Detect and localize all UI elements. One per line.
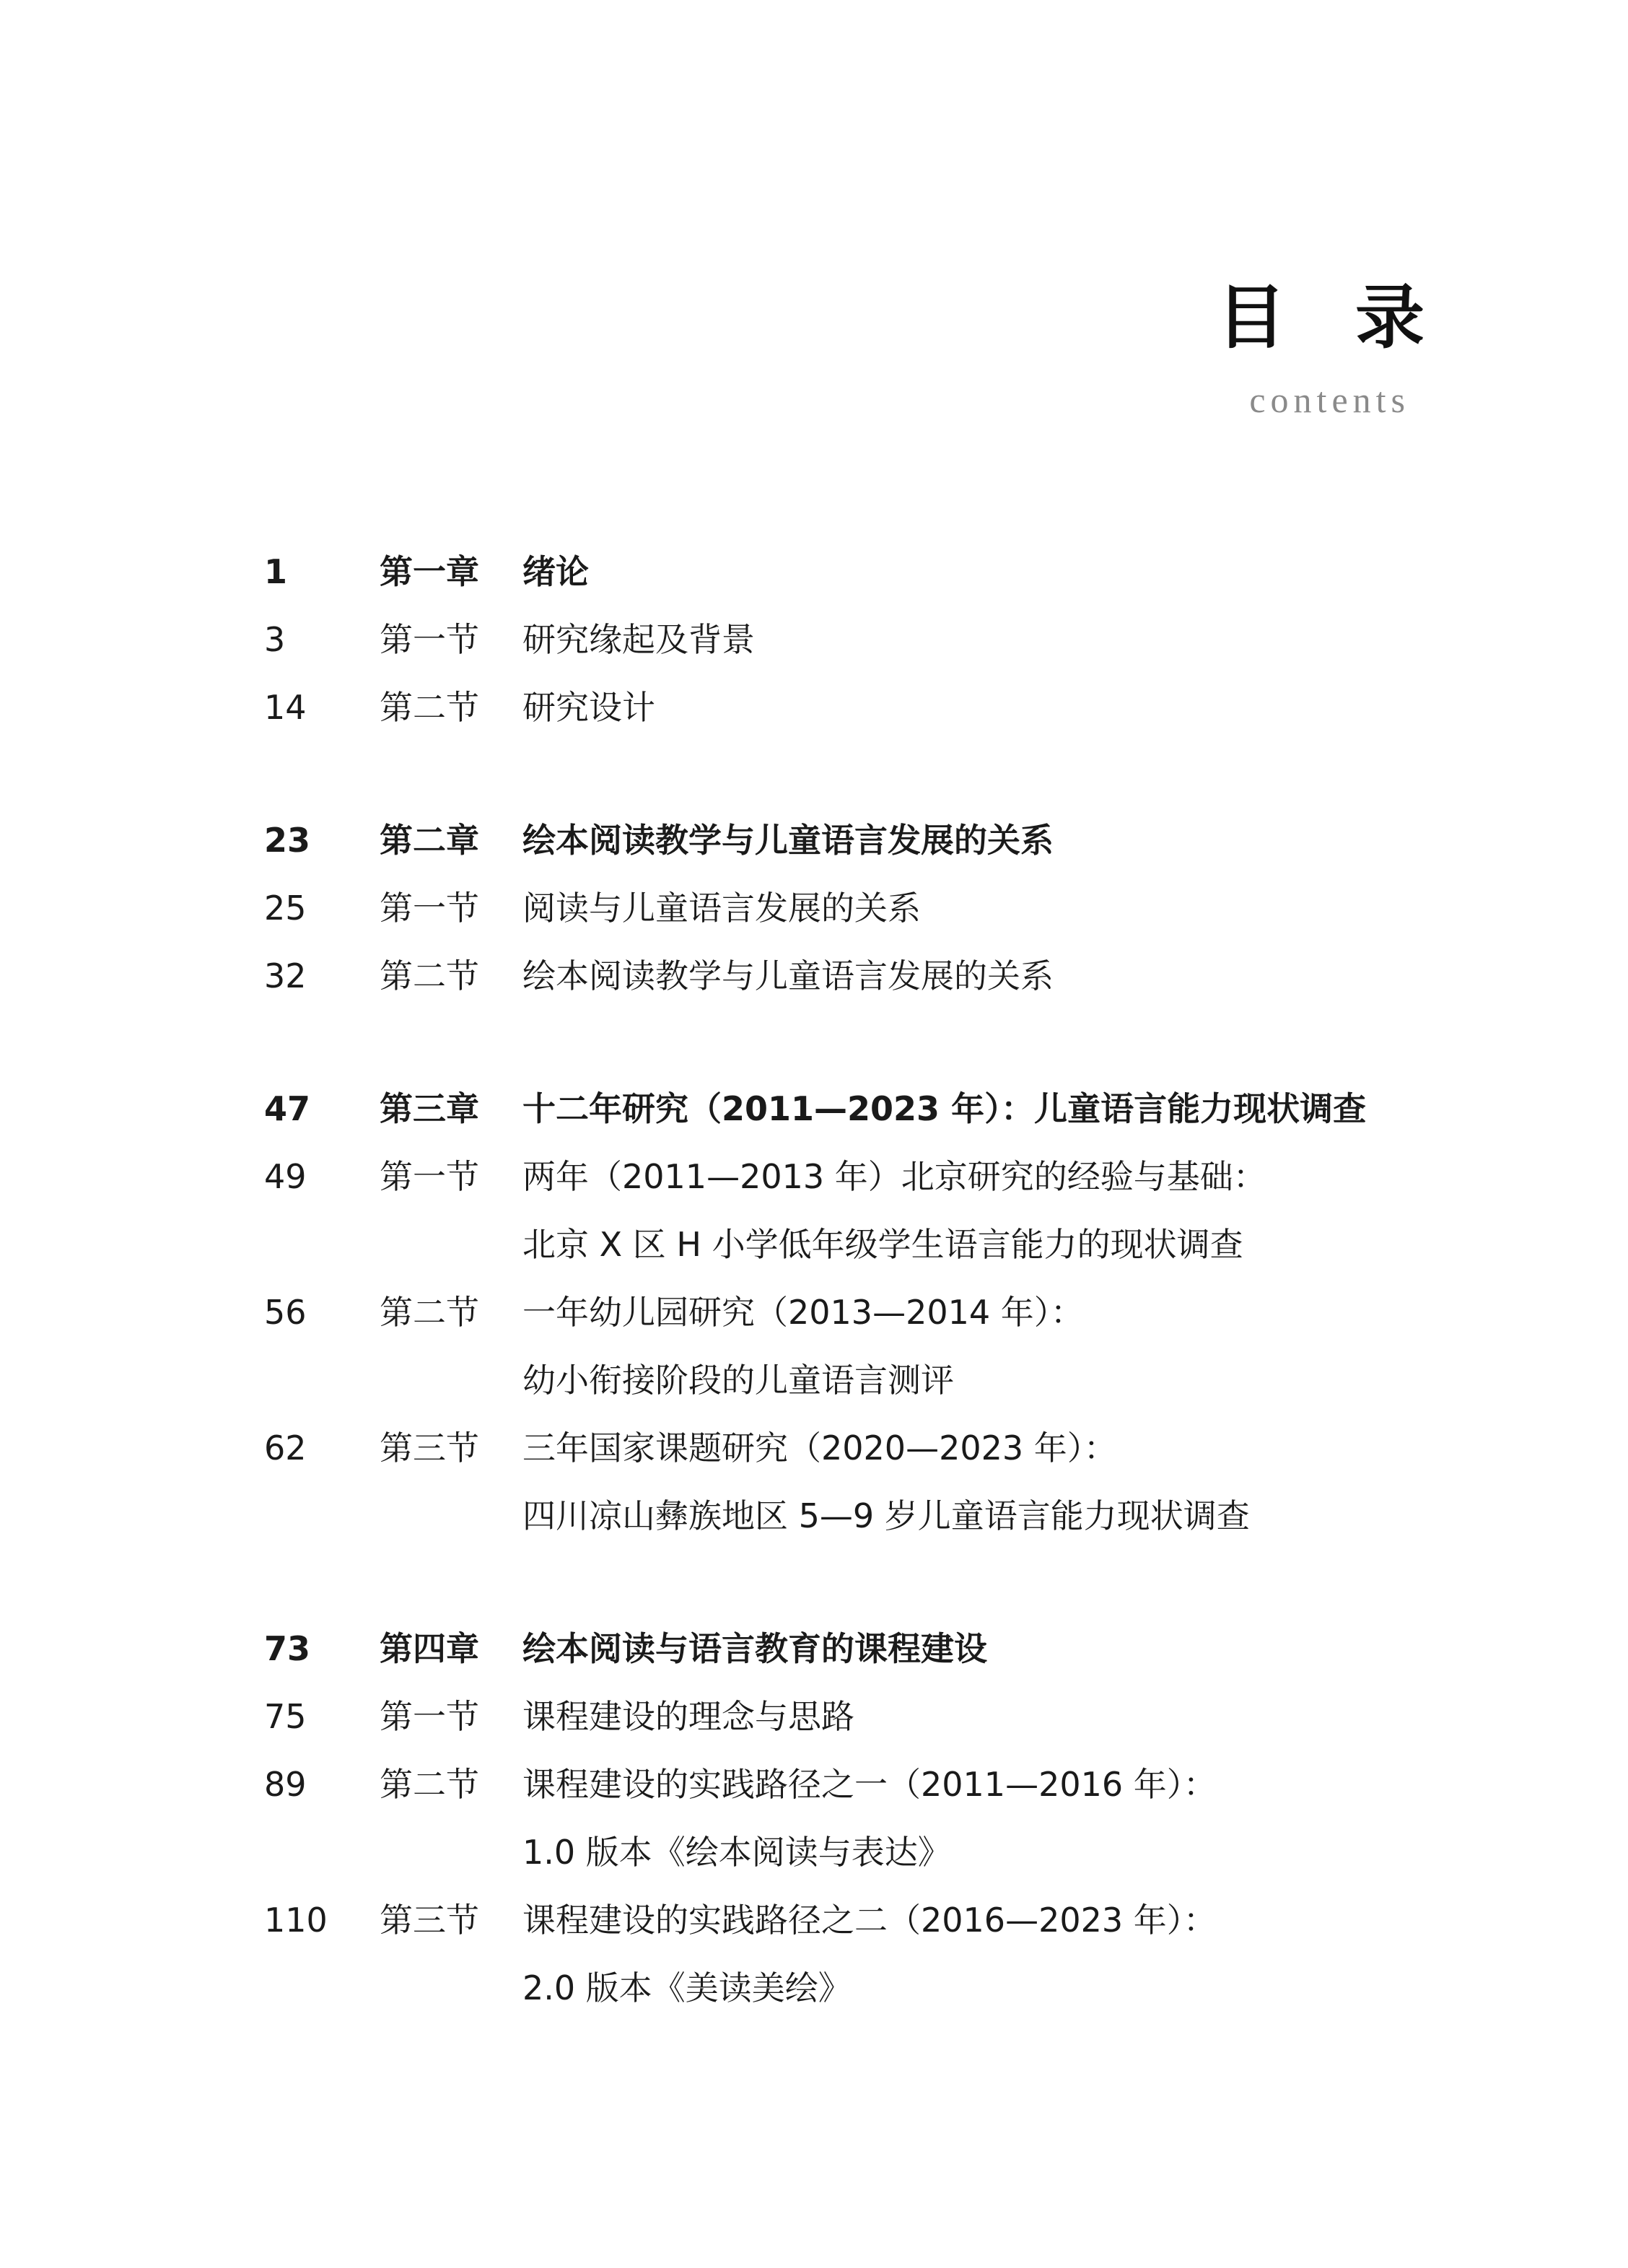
- toc-section-subtitle: 北京 X 区 H 小学低年级学生语言能力的现状调查: [522, 1225, 1243, 1264]
- toc-header: [1217, 274, 1494, 422]
- toc-chapter-label: 第四章: [380, 1629, 479, 1668]
- toc-section-row[interactable]: [0, 879, 1628, 937]
- toc-page-number: 14: [264, 688, 307, 727]
- toc-chapter-title: 十二年研究（2011—2023 年）：儿童语言能力现状调查: [522, 1089, 1367, 1128]
- toc-chapter-title: 绪论: [522, 552, 589, 591]
- toc-section-title: 课程建设的实践路径之二（2016—2023 年）：: [522, 1901, 1217, 1940]
- toc-section-title: 课程建设的理念与思路: [522, 1697, 854, 1736]
- toc-section-subtitle: 1.0 版本《绘本阅读与表达》: [522, 1833, 951, 1872]
- toc-section-label: 第一节: [380, 889, 479, 928]
- toc-section-title: 绘本阅读教学与儿童语言发展的关系: [522, 956, 1054, 995]
- toc-section-row[interactable]: [0, 1419, 1628, 1477]
- toc-chapter-row[interactable]: [0, 543, 1628, 601]
- toc-page-number: 23: [264, 821, 311, 860]
- toc-section-subtitle: 四川凉山彝族地区 5—9 岁儿童语言能力现状调查: [522, 1496, 1250, 1535]
- toc-section-label: 第二节: [380, 1293, 479, 1332]
- page-subtitle: contents: [1249, 380, 1410, 420]
- toc-chapter-row[interactable]: [0, 1620, 1628, 1678]
- toc-page-number: 3: [264, 620, 286, 659]
- toc-chapter-label: 第二章: [380, 821, 479, 860]
- toc-section-label: 第二节: [380, 956, 479, 995]
- toc-section-label: 第三节: [380, 1429, 479, 1467]
- toc-page-number: 47: [264, 1089, 311, 1128]
- toc-page-number: 110: [264, 1901, 328, 1940]
- toc-chapter-label: 第三章: [380, 1089, 479, 1128]
- toc-page-number: 49: [264, 1157, 307, 1196]
- toc-section-title: 三年国家课题研究（2020—2023 年）：: [522, 1429, 1117, 1467]
- toc-page-number: 32: [264, 956, 307, 995]
- page-title: 目录: [1217, 277, 1494, 358]
- toc-chapter-title: 绘本阅读与语言教育的课程建设: [522, 1629, 987, 1668]
- toc-section-title: 研究缘起及背景: [522, 620, 755, 659]
- toc-page-number: 25: [264, 889, 307, 928]
- toc-chapter-label: 第一章: [380, 552, 479, 591]
- toc-page-number: 73: [264, 1629, 311, 1668]
- toc-section-row[interactable]: [0, 611, 1628, 668]
- toc-section-continuation[interactable]: [0, 1351, 1628, 1409]
- toc-chapter-title: 绘本阅读教学与儿童语言发展的关系: [522, 821, 1054, 860]
- toc-page-number: 56: [264, 1293, 307, 1332]
- toc-section-title: 课程建设的实践路径之一（2011—2016 年）：: [522, 1765, 1217, 1804]
- toc-chapter-row[interactable]: [0, 1080, 1628, 1138]
- toc-section-label: 第一节: [380, 620, 479, 659]
- toc-section-label: 第一节: [380, 1697, 479, 1736]
- toc-section-subtitle: 2.0 版本《美读美绘》: [522, 1968, 852, 2007]
- toc-section-row[interactable]: [0, 1283, 1628, 1341]
- toc-section-title: 阅读与儿童语言发展的关系: [522, 889, 921, 928]
- toc-page-number: 75: [264, 1697, 307, 1736]
- toc-section-title: 一年幼儿园研究（2013—2014 年）：: [522, 1293, 1084, 1332]
- toc-section-continuation[interactable]: [0, 1216, 1628, 1273]
- toc-chapter-row[interactable]: [0, 811, 1628, 869]
- toc-section-continuation[interactable]: [0, 1959, 1628, 2017]
- toc-section-row[interactable]: [0, 1688, 1628, 1745]
- toc-page-number: 89: [264, 1765, 307, 1804]
- toc-section-continuation[interactable]: [0, 1823, 1628, 1881]
- toc-section-title: 两年（2011—2013 年）北京研究的经验与基础：: [522, 1157, 1266, 1196]
- toc-section-row[interactable]: [0, 679, 1628, 736]
- toc-section-label: 第一节: [380, 1157, 479, 1196]
- toc-section-label: 第三节: [380, 1901, 479, 1940]
- toc-section-row[interactable]: [0, 947, 1628, 1005]
- toc-page-number: 1: [264, 552, 288, 591]
- toc-section-subtitle: 幼小衔接阶段的儿童语言测评: [522, 1361, 954, 1400]
- toc-section-label: 第二节: [380, 1765, 479, 1804]
- toc-section-row[interactable]: [0, 1755, 1628, 1813]
- toc-section-row[interactable]: [0, 1148, 1628, 1205]
- toc-section-row[interactable]: [0, 1891, 1628, 1949]
- toc-section-title: 研究设计: [522, 688, 655, 727]
- toc-section-label: 第二节: [380, 688, 479, 727]
- toc-section-continuation[interactable]: [0, 1487, 1628, 1545]
- toc-page-number: 62: [264, 1429, 307, 1467]
